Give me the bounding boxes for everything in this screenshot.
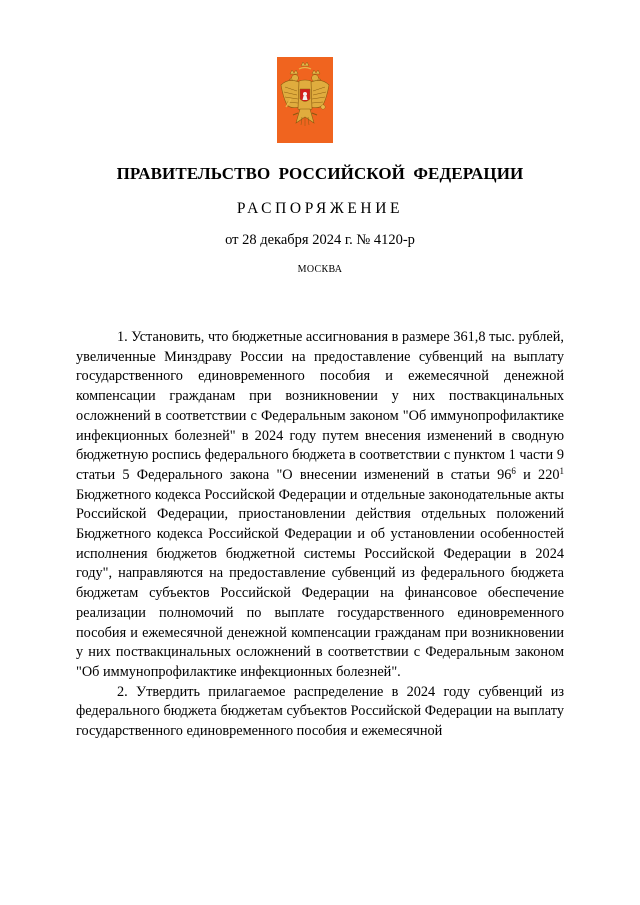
coat-of-arms-emblem — [277, 57, 333, 143]
paragraph-2: 2. Утвердить прилагаемое распределение в 2024 году субвенций из федерального бюджета бюджетам субъектов Российской Федерации на выплату государственного единовременного пособия и ежемесячной — [76, 683, 564, 740]
document-type: РАСПОРЯЖЕНИЕ — [236, 200, 404, 217]
article-superscript-1: 1 — [559, 465, 564, 476]
document-body — [76, 328, 564, 742]
document-city: МОСКВА — [297, 264, 343, 275]
article-superscript-6: 6 — [511, 465, 516, 476]
document-date-number: от 28 декабря 2024 г. № 4120-р — [225, 232, 415, 248]
paragraph-1-text-b: и 220 — [515, 466, 560, 483]
government-title: ПРАВИТЕЛЬСТВО РОССИЙСКОЙ ФЕДЕРАЦИИ — [116, 164, 524, 183]
russian-coat-of-arms-icon — [277, 57, 333, 143]
paragraph-1 — [76, 328, 564, 683]
paragraph-1-text-c: Бюджетного кодекса Российской Федерации и отдельные законодательные акты Российской Федерации, приостановлении действия отдельных положений Бюджетного кодекса Российской Федерации и об установлении особенностей исполнения бюджетов бюджетной системы Российской Федерации в 2024 году", направляются на предоставление субвенций из федерального бюджета бюджетам субъектов Российской Федерации на финансовое обеспечение реализации полномочий по выплате государственного единовременного пособия и ежемесячной денежной компенсации гражданам при возникновении у них поствакцинальных осложнений в соответствии с Федеральным законом "Об иммунопрофилактике инфекционных болезней". — [76, 486, 564, 680]
paragraph-1-text-a: 1. Установить, что бюджетные ассигнования в размере 361,8 тыс. рублей, увеличенные Минздраву России на предоставление субвенций на выплату государственного единовременного пособия и ежемесячной денежной компенсации гражданам при возникновении у них поствакцинальных осложнений в соответствии с Федеральным законом "Об иммунопрофилактике инфекционных болезней" в 2024 году путем внесения изменений в сводную бюджетную роспись федерального бюджета в соответствии с пунктом 1 части 9 статьи 5 Федерального закона "О внесении изменений в статьи 96 — [76, 329, 564, 483]
